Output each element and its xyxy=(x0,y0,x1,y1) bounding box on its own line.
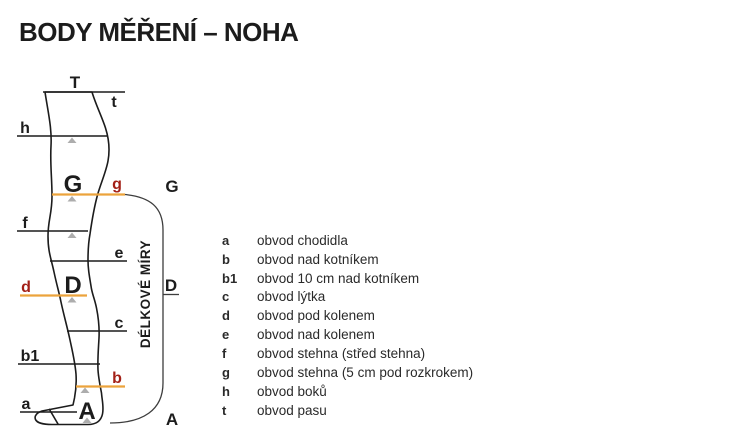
point-label-A: A xyxy=(78,398,96,425)
legend-key: b xyxy=(222,251,230,267)
point-label-b: b xyxy=(112,370,122,387)
legend-label: obvod pasu xyxy=(257,402,327,418)
legend-row xyxy=(222,382,552,401)
legend-row xyxy=(222,401,552,420)
marker-triangle-h xyxy=(68,138,77,144)
legend-key: d xyxy=(222,308,230,324)
point-label-e: e xyxy=(114,245,124,262)
legend-row xyxy=(222,288,552,307)
legend-key: h xyxy=(222,383,230,399)
legend-row xyxy=(222,363,552,382)
legend-label: obvod chodidla xyxy=(257,232,348,248)
legend-label: obvod 10 cm nad kotníkem xyxy=(257,270,420,286)
legend-row xyxy=(222,269,552,288)
legend-label: obvod pod kolenem xyxy=(257,308,375,324)
legend-label: obvod stehna (5 cm pod rozkrokem) xyxy=(257,364,474,380)
length-bracket xyxy=(110,195,163,424)
bracket-label-G: G xyxy=(165,177,179,196)
point-label-b1: b1 xyxy=(20,348,40,365)
legend xyxy=(222,231,552,419)
legend-row xyxy=(222,231,552,250)
marker-triangle-b xyxy=(81,388,90,394)
bracket-label-A: A xyxy=(165,410,179,429)
bracket-label-D: D xyxy=(164,276,178,295)
legend-row xyxy=(222,325,552,344)
legend-row xyxy=(222,344,552,363)
legend-label: obvod boků xyxy=(257,383,327,399)
legend-label: obvod nad kolenem xyxy=(257,327,375,343)
point-label-h: h xyxy=(20,120,30,137)
legend-key: b1 xyxy=(222,270,238,286)
point-label-c: c xyxy=(114,315,124,332)
legend-key: t xyxy=(222,402,227,418)
length-measures-axis-label: DÉLKOVÉ MÍRY xyxy=(138,239,153,349)
point-label-t: t xyxy=(111,94,117,111)
legend-key: a xyxy=(222,232,230,248)
legend-key: e xyxy=(222,327,230,343)
point-label-G: G xyxy=(63,171,83,198)
point-label-f: f xyxy=(22,215,28,232)
legend-key: g xyxy=(222,364,230,380)
legend-row xyxy=(222,250,552,269)
point-label-T: T xyxy=(69,73,81,92)
point-label-d: d xyxy=(21,279,31,296)
legend-label: obvod nad kotníkem xyxy=(257,251,379,267)
point-label-D: D xyxy=(64,272,82,299)
page-title: BODY MĚŘENÍ – NOHA xyxy=(19,17,299,47)
point-label-g: g xyxy=(112,176,122,193)
marker-triangle-f xyxy=(68,233,77,239)
legend-key: f xyxy=(222,345,227,361)
legend-row xyxy=(222,306,552,325)
legend-label: obvod stehna (střed stehna) xyxy=(257,345,426,361)
legend-label: obvod lýtka xyxy=(257,289,326,305)
legend-key: c xyxy=(222,289,230,305)
point-label-a: a xyxy=(21,396,31,413)
